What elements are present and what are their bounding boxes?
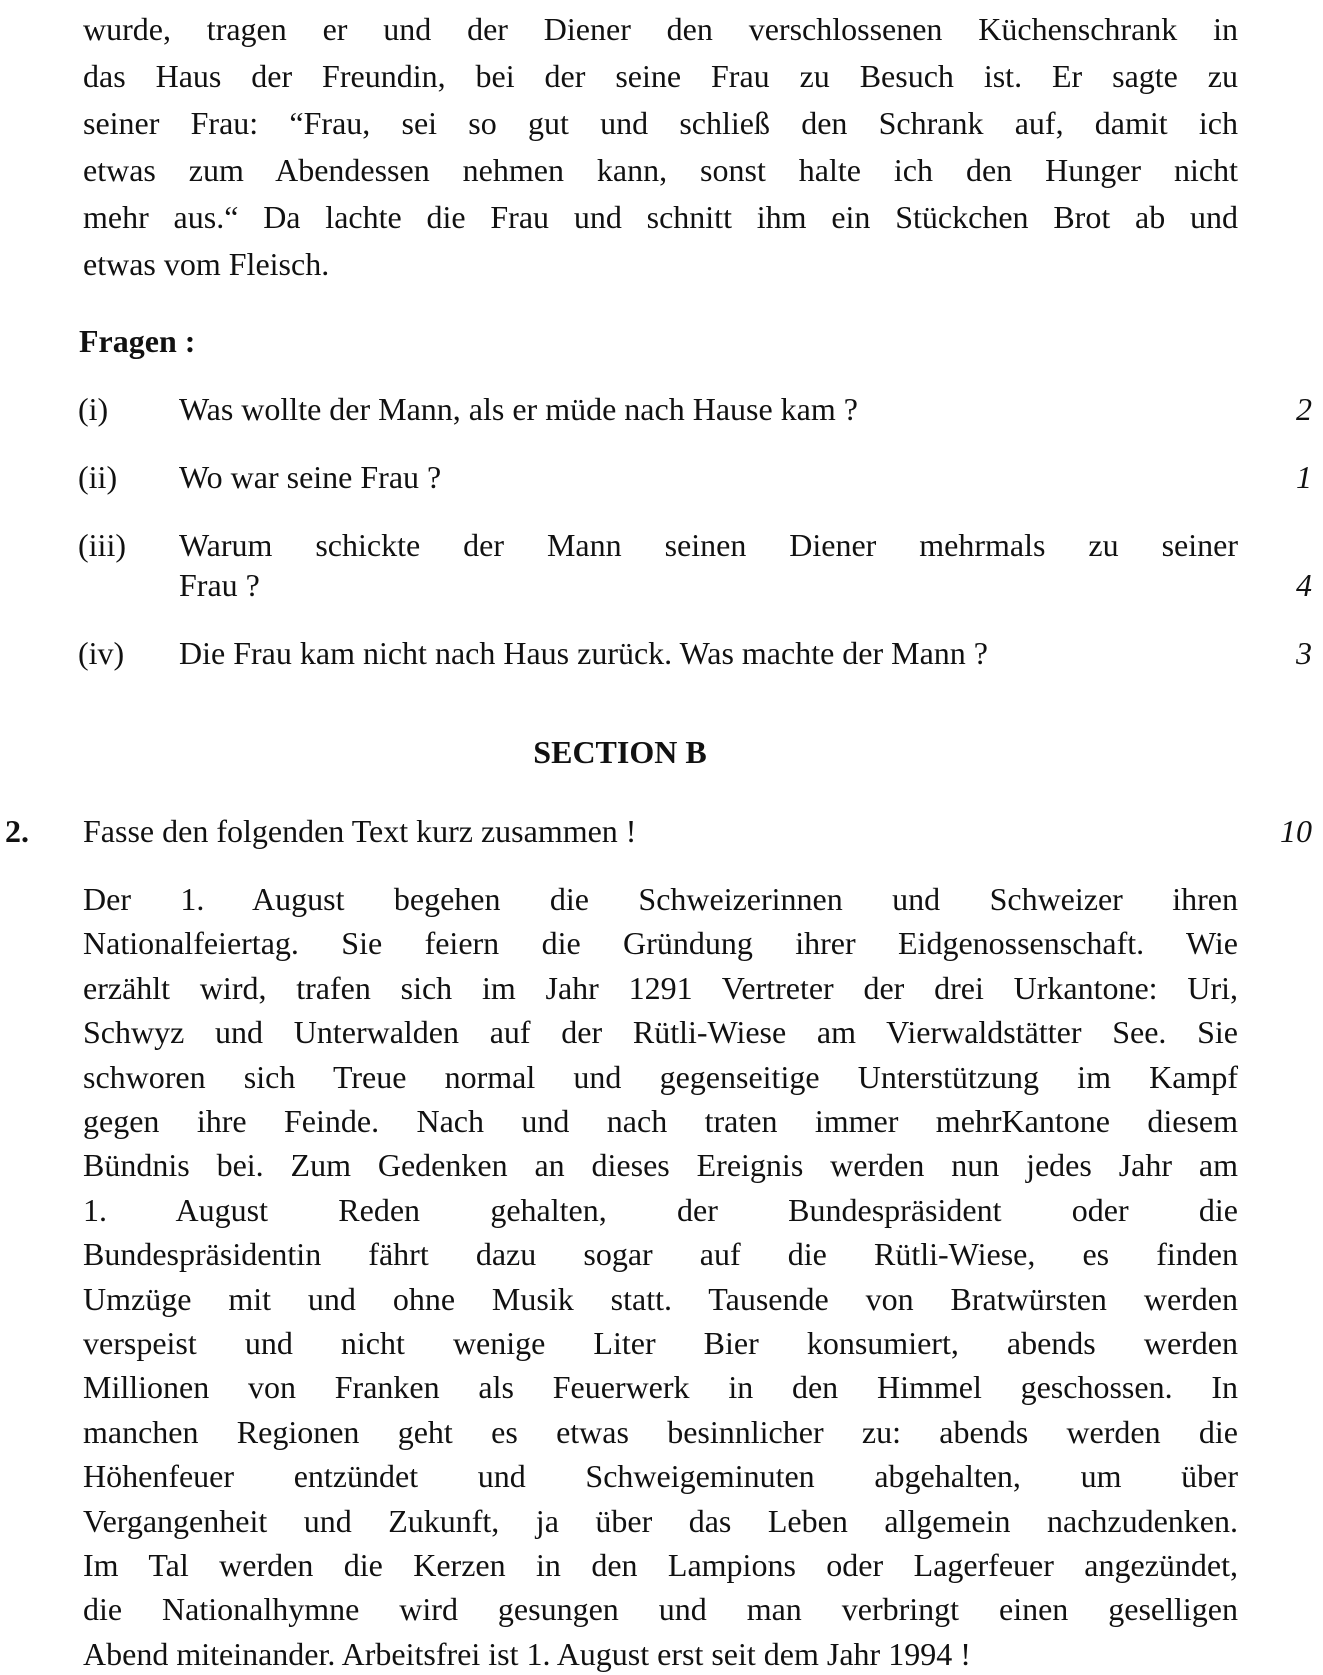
text-line: Millionen von Franken als Feuerwerk in den Himmel geschossen. In	[83, 1369, 1238, 1406]
text-line: Schwyz und Unterwalden auf der Rütli-Wiese am Vierwaldstätter See. Sie	[83, 1014, 1238, 1051]
text-line: Bundespräsidentin fährt dazu sogar auf die Rütli-Wiese, es finden	[83, 1236, 1238, 1273]
text-line: gegen ihre Feinde. Nach und nach traten immer mehrKantone diesem	[83, 1103, 1238, 1139]
text-line: wurde, tragen er und der Diener den verschlossenen Küchenschrank in	[83, 11, 1238, 47]
text-line: Vergangenheit und Zukunft, ja über das Leben allgemein nachzudenken.	[83, 1502, 1238, 1539]
text-line: Höhenfeuer entzündet und Schweigeminuten abgehalten, um über	[83, 1458, 1238, 1495]
question-marks: 2	[1296, 391, 1312, 427]
question-text: Die Frau kam nicht nach Haus zurück. Was machte der Mann ?	[179, 635, 988, 671]
question-text: Frau ?	[179, 567, 260, 603]
question-number: (ii)	[78, 459, 118, 495]
question-number: (iv)	[78, 635, 125, 671]
question-text: Warum schickte der Mann seinen Diener mehrmals zu seiner	[179, 527, 1238, 563]
text-line: manchen Regionen geht es etwas besinnlicher zu: abends werden die	[83, 1413, 1238, 1450]
question-number: (iii)	[78, 527, 126, 563]
questions-heading: Fragen :	[79, 323, 196, 359]
text-line: Im Tal werden die Kerzen in den Lampions oder Lagerfeuer angezündet,	[83, 1547, 1238, 1583]
question-marks: 1	[1296, 459, 1312, 495]
text-line: Der 1. August begehen die Schweizerinnen und Schweizer ihren	[83, 881, 1238, 917]
question-text: Was wollte der Mann, als er müde nach Hause kam ?	[179, 391, 858, 427]
text-line: verspeist und nicht wenige Liter Bier konsumiert, abends werden	[83, 1325, 1238, 1361]
question-text: Wo war seine Frau ?	[179, 459, 442, 495]
task-instruction: Fasse den folgenden Text kurz zusammen !	[83, 813, 637, 849]
text-line: Umzüge mit und ohne Musik statt. Tausende von Bratwürsten werden	[83, 1280, 1238, 1317]
text-line: Bündnis bei. Zum Gedenken an dieses Ereignis werden nun jedes Jahr am	[83, 1147, 1238, 1184]
text-line: Abend miteinander. Arbeitsfrei ist 1. August erst seit dem Jahr 1994 !	[83, 1635, 971, 1672]
text-line: die Nationalhymne wird gesungen und man verbringt einen geselligen	[83, 1591, 1238, 1628]
section-title: SECTION B	[533, 734, 707, 770]
text-line: 1. August Reden gehalten, der Bundespräsident oder die	[83, 1191, 1238, 1228]
task-marks: 10	[1280, 813, 1312, 849]
text-line: seiner Frau: “Frau, sei so gut und schließ den Schrank auf, damit ich	[83, 105, 1238, 141]
text-line: das Haus der Freundin, bei der seine Frau zu Besuch ist. Er sagte zu	[83, 58, 1238, 94]
question-number: (i)	[78, 391, 109, 427]
text-line: Nationalfeiertag. Sie feiern die Gründung ihrer Eidgenossenschaft. Wie	[83, 925, 1238, 962]
task-number: 2.	[5, 813, 29, 849]
question-marks: 4	[1296, 567, 1312, 603]
text-line: etwas vom Fleisch.	[83, 246, 330, 282]
text-line: etwas zum Abendessen nehmen kann, sonst halte ich den Hunger nicht	[83, 152, 1238, 188]
text-line: schworen sich Treue normal und gegenseitige Unterstützung im Kampf	[83, 1058, 1238, 1095]
text-line: erzählt wird, trafen sich im Jahr 1291 Vertreter der drei Urkantone: Uri,	[83, 969, 1238, 1006]
question-marks: 3	[1296, 635, 1312, 671]
text-line: mehr aus.“ Da lachte die Frau und schnitt ihm ein Stückchen Brot ab und	[83, 199, 1238, 235]
